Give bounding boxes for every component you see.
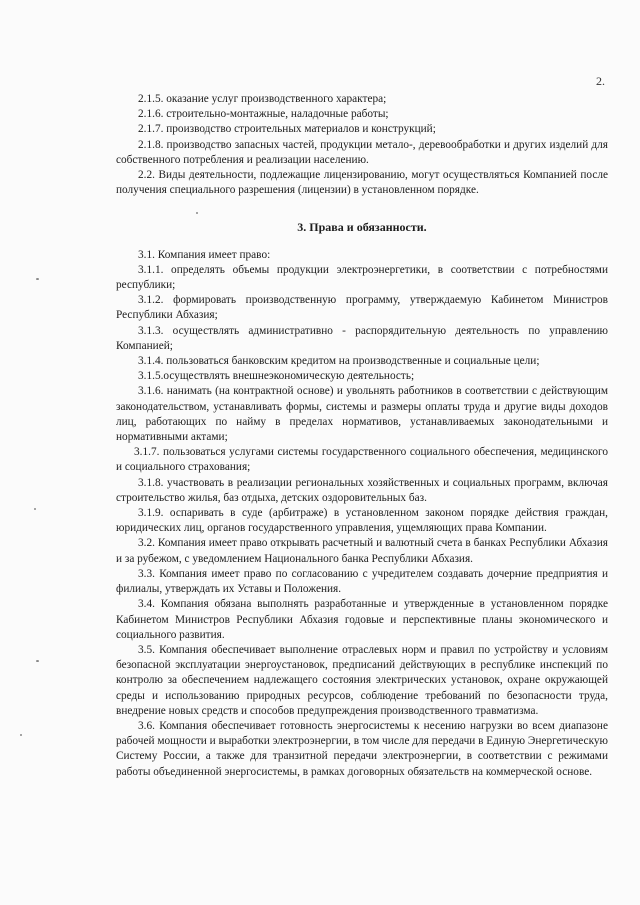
list-item-3-1-5: 3.1.5.осуществлять внешнеэкономическую деятельность;	[138, 370, 415, 383]
paragraph-3-5: 3.5. Компания обеспечивает выполнение отраслевых норм и правил по устройству и условиям безопасной эксплуатации энергоустановок, предписаний действующих в республике инспекций по контролю за обеспечением надлежащего состояния электрических установок, охране окружающей среды и использованию природных ресурсов, соблюдение требований по безопасности труда, внедрение новых средств и способов предупреждения производственного травматизма.	[116, 643, 608, 717]
list-item-3-1-2: 3.1.2. формировать производственную программу, утверждаемую Кабинетом Министров Республики Абхазия;	[116, 294, 608, 322]
page-number: 2.	[596, 74, 605, 88]
list-item-3-1-4: 3.1.4. пользоваться банковским кредитом на производственные и социальные цели;	[138, 355, 540, 368]
list-item-2-1-7: 2.1.7. производство строительных материалов и конструкций;	[138, 123, 436, 136]
paragraph-3-6: 3.6. Компания обеспечивает готовность энергосистемы к несению нагрузки во всем диапазоне рабочей мощности и выработки электроэнергии, в том числе для передачи в Единую Энергетическую Систему России, а также для транзитной передачи электроэнергии, в соответствии с режимами работы объединенной энергосистемы, в рамках договорных обязательств на коммерческой основе.	[116, 719, 608, 778]
paragraph-3-3: 3.3. Компания имеет право по согласованию с учредителем создавать дочерние предприятия и филиалы, утверждать их Уставы и Положения.	[116, 567, 608, 596]
list-item-3-1-7: 3.1.7. пользоваться услугами системы государственного социального обеспечения, медицинского и социального страхования;	[116, 446, 608, 474]
scan-speck	[36, 660, 39, 662]
list-item-2-1-6: 2.1.6. строительно-монтажные, наладочные работы;	[138, 108, 389, 121]
paragraph-2-2: 2.2. Виды деятельности, подлежащие лицензированию, могут осуществляться Компанией после получения специального разрешения (лицензии) в установленном порядке.	[116, 169, 608, 197]
list-item-3-1-8: 3.1.8. участвовать в реализации региональных хозяйственных и социальных программ, включая строительство жилья, баз отдыха, детских оздоровительных баз.	[116, 476, 608, 504]
list-item-3-1: 3.1. Компания имеет право:	[138, 248, 271, 261]
list-item-3-1-6: 3.1.6. нанимать (на контрактной основе) и увольнять работников в соответствии с действующим законодательством, устанавливать формы, системы и размеры оплаты труда и другие виды доходов лиц, работающих по найму в пределах нормативов, устанавливаемых законодательными и нормативными актами;	[116, 385, 608, 444]
section-title: 3. Права и обязанности.	[297, 220, 427, 235]
scan-speck	[20, 734, 22, 736]
list-item-3-1-1: 3.1.1. определять объемы продукции электроэнергетики, в соответствии с потребностями республики;	[116, 263, 608, 292]
scan-speck	[196, 212, 198, 214]
list-item-2-1-5: 2.1.5. оказание услуг производственного характера;	[138, 93, 387, 105]
list-item-2-1-8: 2.1.8. производство запасных частей, продукции метало-, деревообработки и других изделий для собственного потребления и реализации населению.	[116, 138, 608, 166]
scan-speck	[34, 508, 36, 510]
list-item-3-1-9: 3.1.9. оспаривать в суде (арбитраже) в установленном законом порядке действия граждан, юридических лиц, органов государственного управления, ущемляющих права Компании.	[116, 507, 608, 535]
document-body	[116, 92, 608, 780]
scan-speck	[36, 278, 39, 280]
list-item-3-1-3: 3.1.3. осуществлять административно - распорядительную деятельность по управлению Компанией;	[116, 324, 608, 352]
paragraph-3-4: 3.4. Компания обязана выполнять разработанные и утвержденные в установленном порядке Кабинетом Министров Республики Абхазия годовые и перспективные планы экономического и социального развития.	[116, 598, 608, 641]
paragraph-3-2: 3.2. Компания имеет право открывать расчетный и валютный счета в банках Республики Абхазия и за рубежом, с уведомлением Национального банка Республики Абхазия.	[116, 537, 608, 565]
